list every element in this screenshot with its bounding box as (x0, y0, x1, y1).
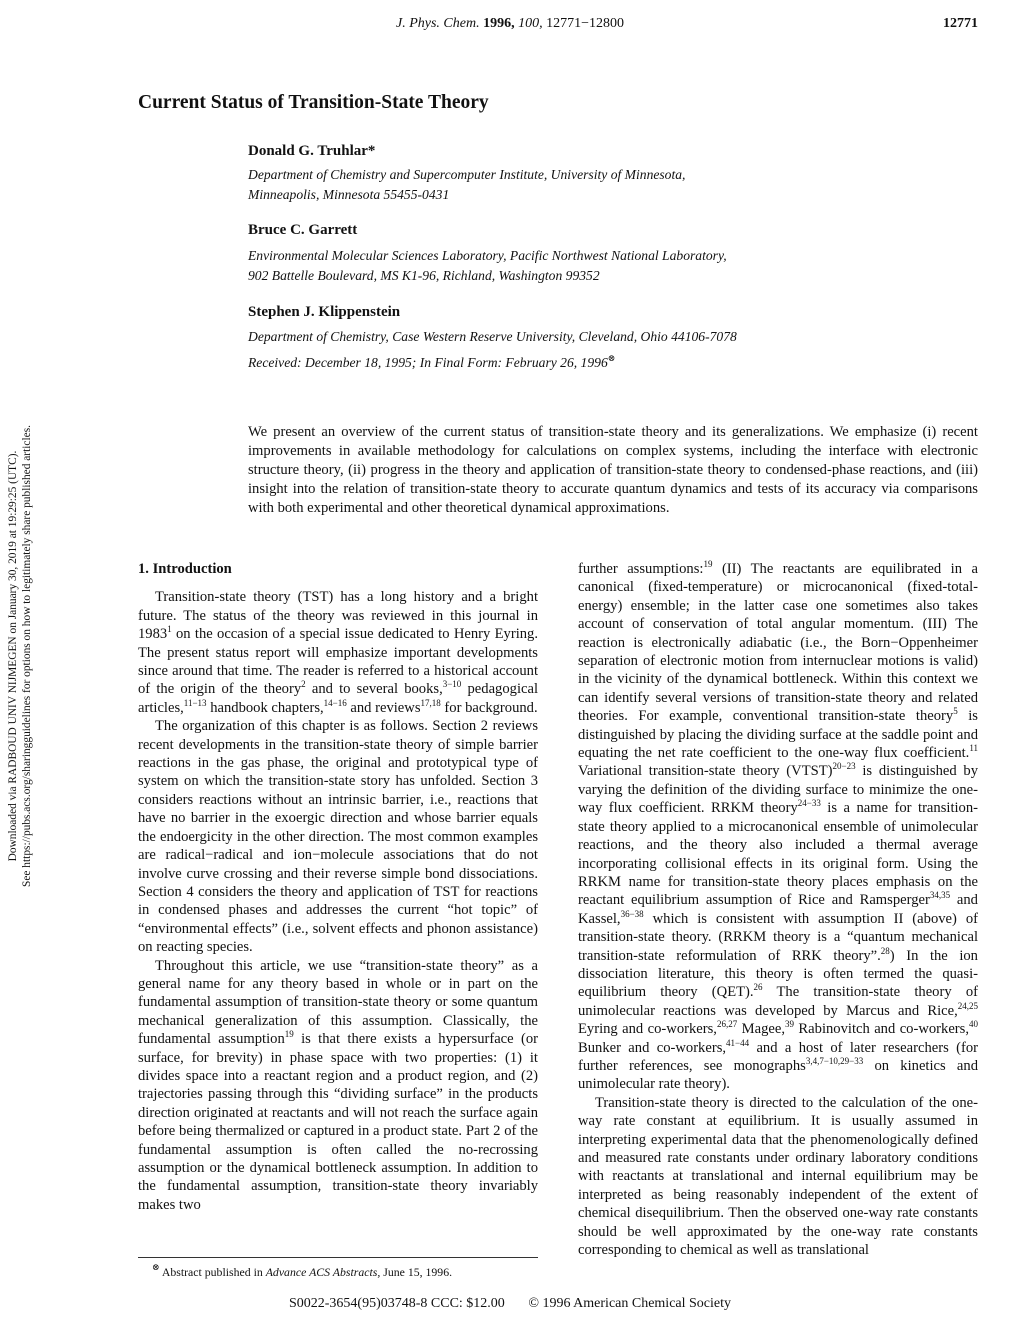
affiliation-line: Minneapolis, Minnesota 55455-0431 (248, 187, 450, 202)
left-column (138, 560, 538, 1214)
abstract: We present an overview of the current status of transition-state theory and its generalizations. We emphasize (i) recent improvements in available methodology for calculations on complex systems, including the interface with electronic structure theory, (ii) progress in the theory and application of transition-state theory to condensed-phase reactions, and (iii) insight into the relation of transition-state theory to accurate quantum dynamics and tests of its accuracy via comparisons with both experimental and other theoretical dynamical approximations. (248, 424, 978, 516)
paragraph-text: Variational transition-state theory (VTST) (578, 763, 833, 780)
paragraph (138, 957, 538, 1215)
footnote-divider (138, 1257, 538, 1258)
paragraph (138, 588, 538, 717)
paragraph-text: and reviews (346, 699, 421, 716)
paragraph-text: (II) The reactants are equilibrated in a canonical (fixed-temperature) or microcanonical (fixed-total-energy) ensemble; in the latter case one sometimes also takes account of conservation of total angular momentum. (III) The reaction is electronically adiabatic (i.e., the Born−Oppenheimer separation of electronic motion from internuclear motions is valid) in the vicinity of the dynamical bottleneck. Within this context we can identify several versions of transition-state theory and related theories. For example, conventional transition-state theory (578, 561, 978, 725)
author-name: Stephen J. Klippenstein (248, 304, 401, 320)
citation-superscript: 40 (969, 1019, 978, 1030)
paragraph-text: Bunker and co-workers, (578, 1039, 727, 1056)
paragraph-text: The organization of this chapter is as follows. Section 2 reviews recent developments in the transition-state theory of simple barrier reactions in the gas phase, the original and prototypical type of system on which the transition-state story has unfolded. Section 3 considers reactions without an intrinsic barrier, i.e., reactions that have no barrier in the exoergic direction and whose barrier equals the endoergicity in the other direction. The most common examples are radical−radical and ion−molecule associations that do not involve curve crossing and their reverse simple bond dissociations. Section 4 considers the theory and application of TST for reactions in condensed phases and addresses the current “hot topic” of “environmental effects” (i.e., solvent effects and phonon assistance) on reacting species. (138, 718, 538, 956)
affiliation-line: 902 Battelle Boulevard, MS K1-96, Richland, Washington 99352 (248, 268, 600, 283)
journal-year: 1996, (483, 16, 515, 31)
citation-superscript: 11 (969, 743, 978, 754)
paragraph (138, 717, 538, 956)
citation-superscript: 19 (284, 1029, 294, 1040)
page-number: 12771 (943, 16, 978, 31)
paragraph-text: on kinetics and unimolecular rate theory). (578, 1057, 978, 1093)
citation-superscript: 1 (167, 624, 172, 635)
paragraph-text: and to several books, (305, 681, 443, 698)
citation-superscript: 14−16 (323, 697, 347, 708)
paragraph-text: The transition-state theory of unimolecular reactions was developed by Marcus and Rice, (578, 984, 978, 1019)
paragraph-text: is that there exists a hypersurface (or surface, for brevity) in phase space with two properties: (1) it divides space into a reactant region and a product region, and (2) trajectories passing through this “dividing surface” in the products direction originated at reactants and will not reach the surface again before being thermalized or captured in a product state. Part 2 of the fundamental assumption is often called the no-recrossing assumption or the dynamical bottleneck assumption. In addition to the fundamental assumption, transition-state theory invariably makes two (138, 1031, 538, 1213)
citation-superscript: 20−23 (832, 761, 856, 772)
author-name: Bruce C. Garrett (248, 222, 358, 238)
paragraph-text: and Kassel, (578, 892, 978, 927)
affiliation-line: Department of Chemistry and Supercomputer Institute, University of Minnesota, (248, 167, 686, 182)
affiliation-line: Department of Chemistry, Case Western Reserve University, Cleveland, Ohio 44106-7078 (248, 329, 737, 344)
paragraph-text: for background. (440, 699, 538, 716)
paragraph-text: is distinguished by placing the dividing surface at the saddle point and equating the net rate coefficient to the one-way flux coefficient. (578, 708, 978, 762)
paragraph-text: Rabinovitch and co-workers, (794, 1021, 969, 1038)
paragraph-text: handbook chapters, (206, 699, 324, 716)
paragraph-text: Eyring and co-workers, (578, 1021, 717, 1038)
paragraph-text: Magee, (737, 1021, 785, 1038)
paper-title: Current Status of Transition-State Theory (138, 92, 489, 113)
right-column (578, 560, 978, 1259)
citation-superscript: 11−13 (183, 697, 207, 708)
citation-superscript: 3,4,7−10,29−33 (805, 1055, 864, 1066)
citation-superscript: 17,18 (420, 697, 441, 708)
journal-name: J. Phys. Chem. (396, 16, 480, 31)
footnote (152, 1262, 453, 1280)
citation-superscript: 28 (880, 945, 890, 956)
paragraph (578, 560, 978, 1094)
citation-superscript: 41−44 (726, 1037, 750, 1048)
author-name: Donald G. Truhlar* (248, 143, 376, 159)
sharing-guidelines-line: See https://pubs.acs.org/sharingguidelines for options on how to legitimately share published articles. (21, 425, 33, 887)
download-notice-line: Downloaded via RADBOUD UNIV NIJMEGEN on January 30, 2019 at 19:29:25 (UTC). (7, 450, 19, 862)
paragraph-text: Transition-state theory is directed to the calculation of the one-way rate constant at equilibrium. It is usually assumed in interpreting experimental data that the phenomenologically defined and measured rate constants under ordinary laboratory conditions with reactants at translational and internal equilibrium may be interpreted as being reasonably independent of the extent of chemical disequilibrium. Then the observed one-way rate constants should be well approximated by the one-way rate constants corresponding to chemical as well as translational (578, 1094, 978, 1259)
received-text: Received: December 18, 1995; In Final Form: February 26, 1996 (248, 355, 608, 370)
download-notice (6, 376, 34, 936)
author-affiliation (248, 165, 948, 205)
citation-superscript: 5 (953, 706, 958, 717)
author-affiliation (248, 246, 948, 286)
journal-volume: 100, (518, 16, 543, 31)
paragraph-text: ) In the ion dissociation literature, this theory is often termed the quasi-equilibrium theory (QET). (578, 947, 978, 1001)
citation-superscript: 26,27 (716, 1019, 738, 1030)
page-footer (0, 1296, 1020, 1312)
citation-superscript: 39 (785, 1019, 794, 1030)
section-heading: 1. Introduction (138, 561, 232, 577)
affiliation-line: Environmental Molecular Sciences Laboratory, Pacific Northwest National Laboratory, (248, 248, 727, 263)
paragraph-text: further assumptions: (578, 561, 704, 577)
citation-superscript: 26 (753, 982, 763, 993)
footnote-italic: Advance ACS Abstracts, (265, 1265, 381, 1279)
paragraph-text: Throughout this article, we use “transition-state theory” as a general name for any theory based in whole or in part on the fundamental assumption of transition-state theory or some quantum mechanical generalization of this assumption. Classically, the fundamental assumption (138, 957, 538, 1048)
paragraph-text: is a name for transition-state theory applied to a microcanonical ensemble of unimolecular reactions, and the theory also included a thermal average incorporating collisional effects in its original form. Using the RRKM name for transition-state theory places emphasis on the reactant equilibrium assumption of Rice and Ramsperger (578, 800, 979, 909)
citation-superscript: 19 (703, 559, 713, 569)
citation-superscript: 24−33 (797, 798, 821, 809)
paragraph-text: which is consistent with assumption II (above) of transition-state theory. (RRKM theory is a “quantum mechanical transition-state reformulation of RRK theory”. (578, 910, 978, 964)
article-code: S0022-3654(95)03748-8 CCC: $12.00 (288, 1296, 505, 1311)
citation-superscript: 36−38 (620, 908, 644, 919)
copyright: © 1996 American Chemical Society (528, 1296, 732, 1311)
paragraph-text: is distinguished by varying the definition of the dividing surface to minimize the one-way flux coefficient. RRKM theory (578, 763, 978, 817)
citation-superscript: 34,35 (929, 890, 951, 901)
footnote-text: Abstract published in (159, 1265, 266, 1279)
paragraph-text: pedagogical articles, (138, 681, 539, 716)
received-dates (248, 355, 615, 371)
paragraph-text: on the occasion of a special issue dedicated to Henry Eyring. The present status report will emphasize important developments since around that time. The reader is referred to a historical account of the origin of the theory (138, 626, 538, 698)
footnote-date: June 15, 1996. (380, 1265, 453, 1279)
paragraph (578, 1094, 978, 1260)
footnote-mark: ⊗ (607, 353, 616, 363)
citation-superscript: 2 (301, 679, 306, 690)
paragraph-text: and a host of later researchers (for further references, see monographs (578, 1039, 979, 1074)
paragraph-text: Transition-state theory (TST) has a long history and a bright future. The status of the theory was reviewed in this journal in 1983 (138, 589, 538, 643)
running-head (0, 16, 1020, 32)
citation-superscript: 3−10 (442, 679, 462, 690)
author-affiliation (248, 327, 948, 347)
page-range: 12771−12800 (546, 16, 624, 31)
citation-superscript: 24,25 (957, 1000, 978, 1011)
footnote-mark: ⊗ (152, 1262, 160, 1272)
